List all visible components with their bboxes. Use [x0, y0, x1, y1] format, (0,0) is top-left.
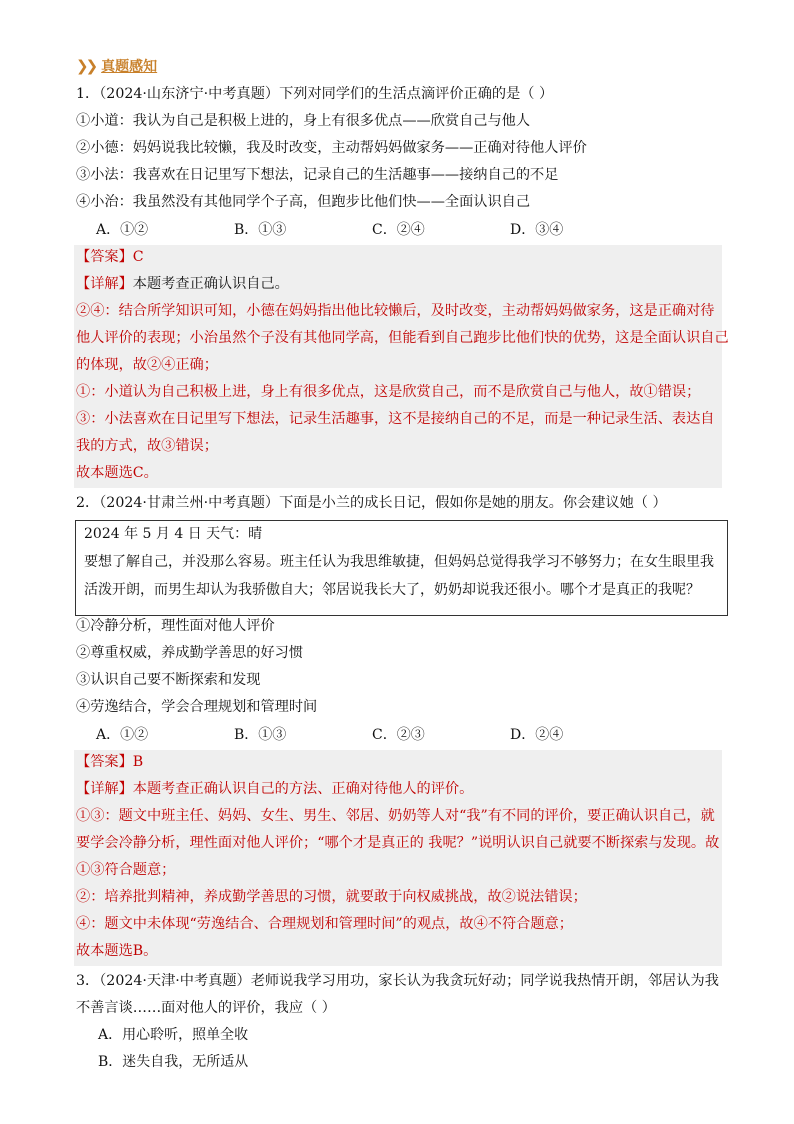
q2-options [96, 726, 648, 744]
q1-answer: 【答案】C [76, 249, 144, 265]
q2-stem: 2．（2024·甘肃兰州·中考真题）下面是小兰的成长日记，假如你是她的朋友。你会建议她（ ） [76, 495, 667, 511]
q3-stem: 3．（2024·天津·中考真题）老师说我学习用功，家长认为我贪玩好动；同学说我热情开朗，邻居认为我 [76, 973, 719, 989]
q2-option-d[interactable]: D．②④ [510, 727, 564, 743]
diary-line: 要想了解自己，并没那么容易。班主任认为我思维敏捷，但妈妈总觉得我学习不够努力；在女生眼里我 [84, 554, 714, 570]
q1-detail-line: 的体现，故②④正确； [76, 357, 218, 373]
q2-answer: 【答案】B [76, 754, 144, 770]
q3-stem: 不善言谈……面对他人的评价，我应（ ） [76, 1000, 336, 1016]
q2-item: ②尊重权威，养成勤学善思的好习惯 [76, 645, 304, 661]
q2-option-a[interactable]: A．①② [96, 727, 149, 743]
diary-line: 2024 年 5 月 4 日 天气：晴 [84, 526, 263, 542]
q3-option-a[interactable]: A．用心聆听，照单全收 [98, 1027, 249, 1043]
q1-detail-line: ①：小道认为自己积极上进，身上有很多优点，这是欣赏自己，而不是欣赏自己与他人，故①错误； [76, 384, 701, 400]
q1-item: ①小道：我认为自己是积极上进的，身上有很多优点——欣赏自己与他人 [76, 113, 531, 129]
q1-detail-line: 故本题选C。 [76, 465, 158, 481]
q1-options [96, 221, 648, 239]
q2-item: ④劳逸结合，学会合理规划和管理时间 [76, 699, 318, 715]
section-header [76, 56, 157, 76]
q2-detail-line: 【详解】本题考查正确认识自己的方法、正确对待他人的评价。 [76, 781, 474, 797]
q1-detail-line: ③：小法喜欢在日记里写下想法，记录生活趣事，这不是接纳自己的不足，而是一种记录生活、表达自 [76, 411, 715, 427]
q1-stem: 1．（2024·山东济宁·中考真题）下列对同学们的生活点滴评价正确的是（ ） [76, 86, 554, 102]
q2-detail-line: ④：题文中未体现“劳逸结合、合理规划和管理时间”的观点，故④不符合题意； [76, 916, 573, 932]
q2-item: ①冷静分析，理性面对他人评价 [76, 618, 275, 634]
q1-detail-text: 本题考查正确认识自己。 [132, 276, 289, 292]
q2-detail-line: ①③符合题意； [76, 862, 176, 878]
q1-option-a[interactable]: A．①② [96, 222, 149, 238]
q3-option-b[interactable]: B．迷失自我，无所适从 [98, 1054, 249, 1070]
q1-detail-line: ②④：结合所学知识可知，小德在妈妈指出他比较懒后，及时改变，主动帮妈妈做家务，这是正确对待 [76, 303, 715, 319]
q1-option-c[interactable]: C．②④ [372, 222, 425, 238]
q1-item: ③小法：我喜欢在日记里写下想法，记录自己的生活趣事——接纳自己的不足 [76, 167, 559, 183]
double-chevron-icon: ❯❯ [76, 57, 96, 75]
diary-box [75, 520, 728, 616]
diary-line: 活泼开朗，而男生却认为我骄傲自大；邻居说我长大了，奶奶却说我还很小。哪个才是真正的我呢？ [84, 582, 700, 598]
section-title: 真题感知 [101, 59, 158, 75]
q1-item: ②小德：妈妈说我比较懒，我及时改变，主动帮妈妈做家务——正确对待他人评价 [76, 140, 587, 156]
q1-detail-line: 我的方式，故③错误； [76, 438, 218, 454]
q2-option-b[interactable]: B．①③ [234, 727, 287, 743]
q2-option-c[interactable]: C．②③ [372, 727, 425, 743]
q2-detail-line: ①③：题文中班主任、妈妈、女生、男生、邻居、奶奶等人对“我”有不同的评价，要正确认识自己，就 [76, 808, 715, 824]
q2-detail-line: ②：培养批判精神，养成勤学善思的习惯，就要敢于向权威挑战，故②说法错误； [76, 889, 587, 905]
q2-detail-line: 故本题选B。 [76, 943, 158, 959]
q1-detail-line: 他人评价的表现；小治虽然个子没有其他同学高，但能看到自己跑步比他们快的优势，这是全面认识自己 [76, 330, 729, 346]
q1-item: ④小治：我虽然没有其他同学个子高，但跑步比他们快——全面认识自己 [76, 194, 531, 210]
q2-detail-line: 要学会冷静分析，理性面对他人评价；“哪个才是真正的 我呢？”说明认识自己就要不断探索与发现。故 [76, 835, 720, 851]
q2-item: ③认识自己要不断探索和发现 [76, 672, 261, 688]
q1-option-d[interactable]: D．③④ [510, 222, 564, 238]
q1-detail-line: 【详解】本题考查正确认识自己。 [76, 276, 289, 292]
q1-option-b[interactable]: B．①③ [234, 222, 287, 238]
